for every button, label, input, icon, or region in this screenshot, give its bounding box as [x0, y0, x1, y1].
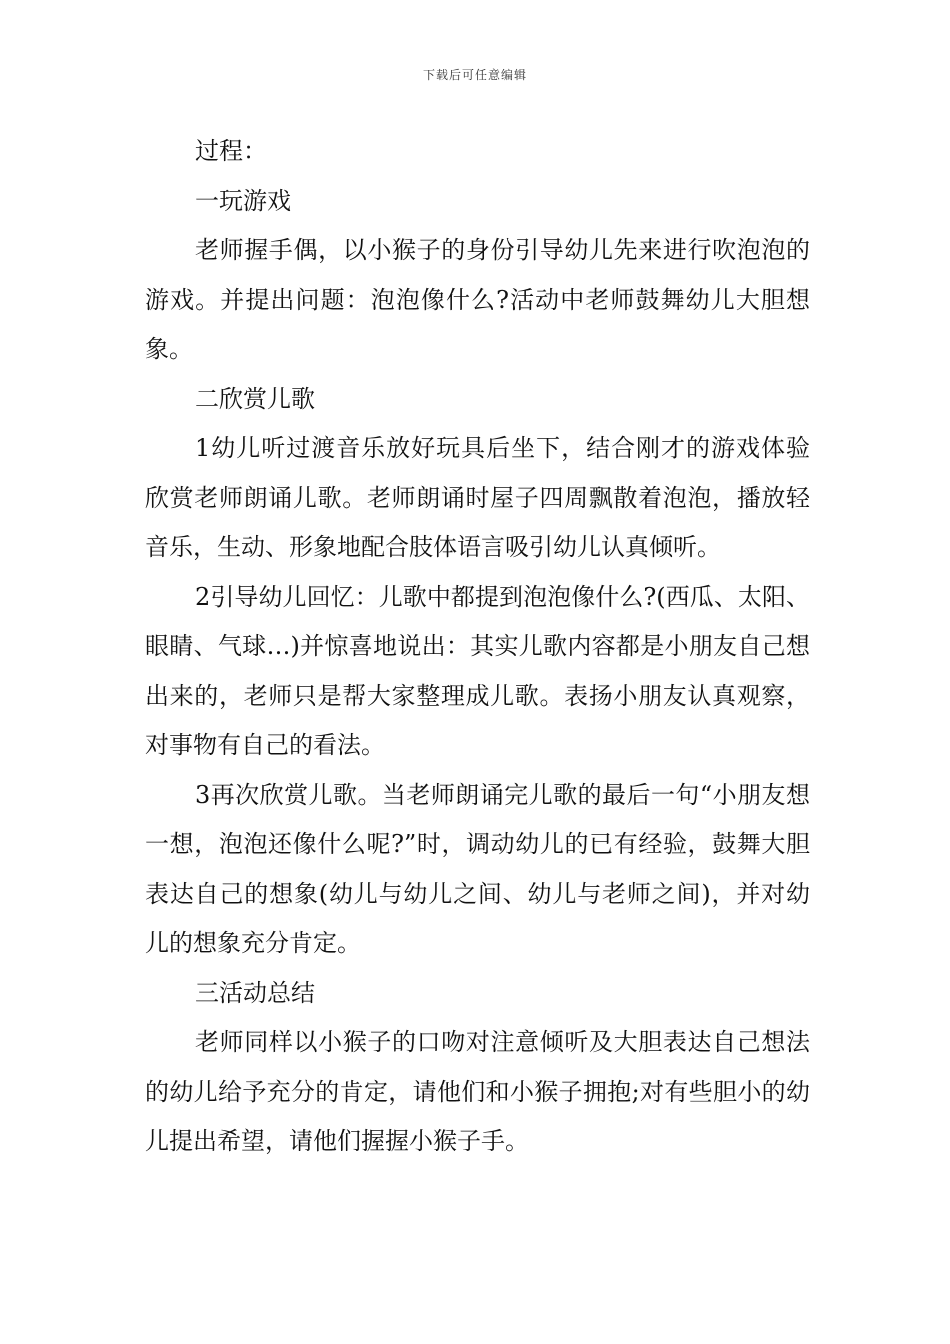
paragraph-step-2: 2引导幼儿回忆：儿歌中都提到泡泡像什么?(西瓜、太阳、眼睛、气球…)并惊喜地说出：其实儿歌内容都是小朋友自己想出来的，老师只是帮大家整理成儿歌。表扬小朋友认真观察，对事物有自己的看法。: [145, 582, 810, 759]
paragraph-section-1-body: 老师握手偶，以小猴子的身份引导幼儿先来进行吹泡泡的游戏。并提出问题：泡泡像什么?活动中老师鼓舞幼儿大胆想象。: [145, 236, 810, 363]
document-body: [145, 127, 810, 1167]
paragraph-section-1-heading: 一玩游戏: [195, 186, 291, 215]
paragraph-step-1: 1幼儿听过渡音乐放好玩具后坐下，结合刚才的游戏体验欣赏老师朗诵儿歌。老师朗诵时屋子四周飘散着泡泡，播放轻音乐，生动、形象地配合肢体语言吸引幼儿认真倾听。: [145, 434, 810, 561]
paragraph-section-3-heading: 三活动总结: [195, 978, 315, 1007]
paragraph-section-3-body: 老师同样以小猴子的口吻对注意倾听及大胆表达自己想法的幼儿给予充分的肯定，请他们和小猴子拥抱;对有些胆小的幼儿提出希望，请他们握握小猴子手。: [145, 1028, 810, 1155]
paragraph-section-2-heading: 二欣赏儿歌: [195, 384, 315, 413]
paragraph-process-title: 过程：: [195, 137, 267, 165]
paragraph-step-3: 3再次欣赏儿歌。当老师朗诵完儿歌的最后一句“小朋友想一想，泡泡还像什么呢?”时，调动幼儿的已有经验，鼓舞大胆表达自己的想象(幼儿与幼儿之间、幼儿与老师之间)，并对幼儿的想象充分肯定。: [145, 780, 810, 957]
page-header: 下载后可任意编辑: [422, 68, 527, 82]
